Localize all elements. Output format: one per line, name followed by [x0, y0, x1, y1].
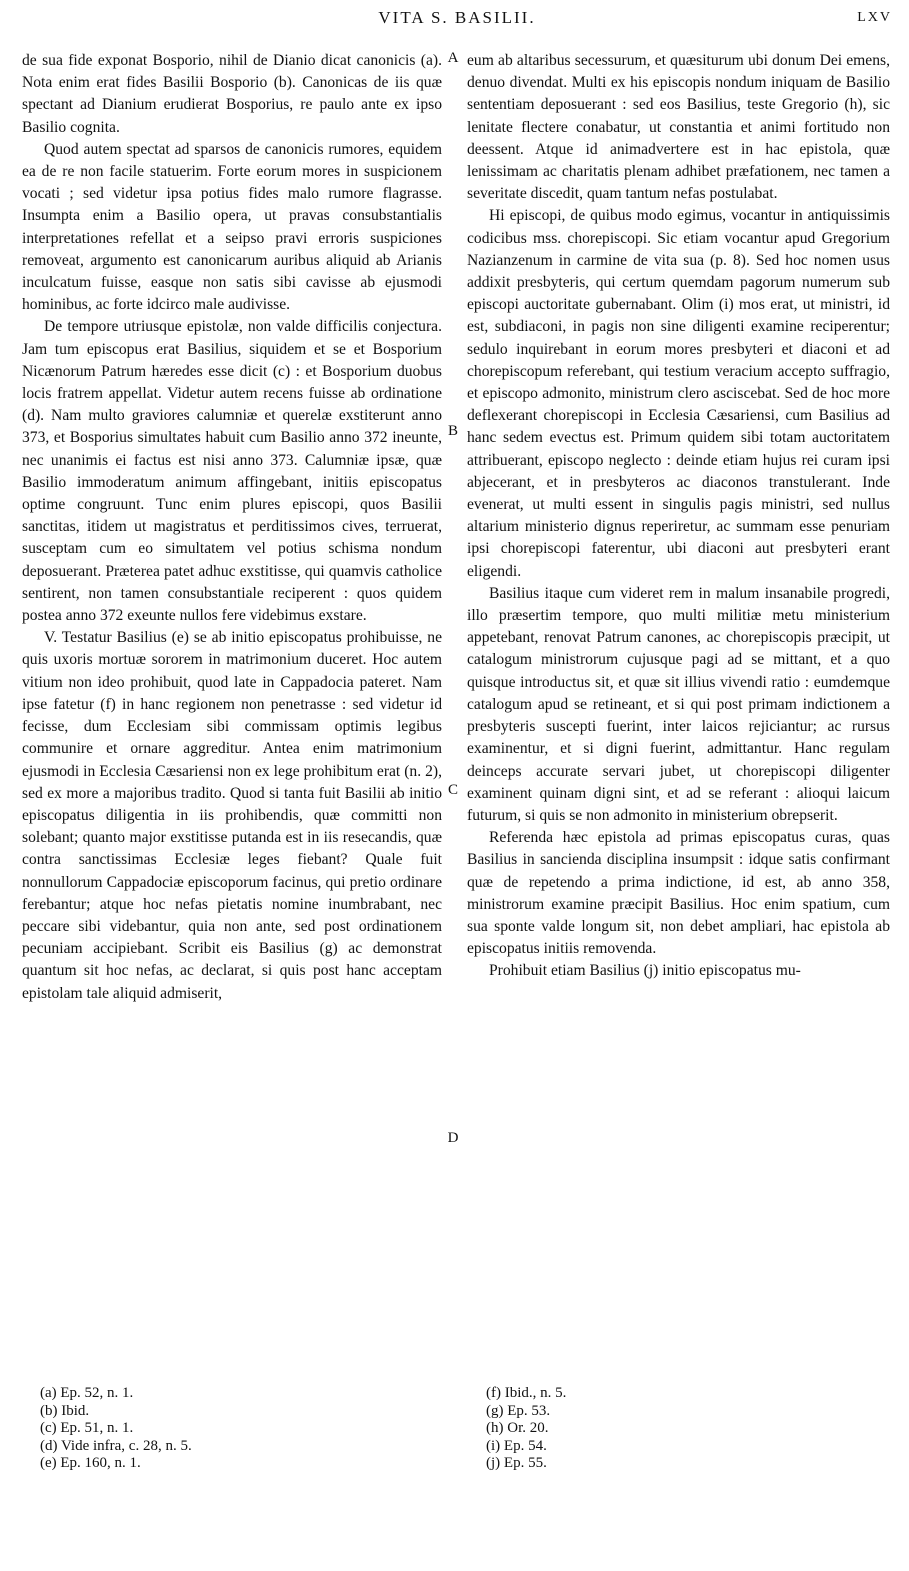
footnote: (d) Vide infra, c. 28, n. 5.: [40, 1437, 192, 1454]
margin-marker-b: B: [447, 423, 458, 439]
running-title: VITA S. BASILII.: [378, 8, 536, 27]
paragraph: Basilius itaque cum videret rem in malum insanabile progredi, illo præsertim tempore, quo multi militiæ metu ministerium appetebant, renovat Patrum canones, ac chorepiscopis præcipit, ut catalogum ministrorum cujusque pagi ad se mittant, et a quo quisque introductus sit, et quæ sit illius vivendi ratio : eumdemque catalogum apud se retineant, et si qui post primam indictionem a presbyteris suscepti fuerint, inter laicos rejiciantur; ac rursus examinentur, et si digni fuerint, admittantur. Hanc regulam deinceps accurate servari jubet, ut chorepiscopi diligenter examinent quinam digni sint, et ad se referant : alioqui laicum futurum, si quis se non admonito in ministerium obrepserit.: [467, 584, 890, 824]
footnote: (c) Ep. 51, n. 1.: [40, 1420, 134, 1437]
margin-marker-c: C: [447, 782, 458, 798]
footnote: (g) Ep. 53.: [486, 1402, 551, 1419]
paragraph: V. Testatur Basilius (e) se ab initio episcopatus prohibuisse, ne quis uxoris mortuæ sororem in matrimonium duceret. Hoc autem vitium non ideo prohibuit, quod late in Cappadocia pateret. Nam ipse fatetur (f) in hanc regionem non penetrasse : sed videtur id fecisse, dum Ecclesiam sibi commissam optimis legibus communire et ornare aggreditur. Antea enim matrimonium ejusmodi in Ecclesia Cæsariensi non ex lege prohibitum erat (n. 2), sed ex more a majoribus tradito. Quod si tanta fuit Basilii ab initio episcopatus diligentia in iis prohibendis, quæ committi non solebant; quanto major exstitisse putanda est in iis resecandis, quæ contra sanctissimas Ecclesiæ leges fiebant? Quale fuit nonnullorum Cappadociæ episcoporum facinus, qui pretio ordinare ferebantur; atque hoc nefas pietatis nomine inumbrabant, nec peccare sibi videbantur, quia non ante, sed post ordinationem pecuniam accipiebant. Scribit eis Basilius (g) ac demonstrat quantum sit hoc nefas, ac declarat, si quis post hanc acceptam epistolam tale aliquid admiserit,: [22, 629, 442, 1002]
footnote: (j) Ep. 55.: [486, 1455, 547, 1472]
footnotes-left: [40, 1385, 420, 1473]
paragraph: De tempore utriusque epistolæ, non valde difficilis conjectura. Jam tum episcopus erat Basilius, siquidem et se et Bosporium Nicænorum Patrum hæredes esse dicit (c) : et Bosporium duobus locis fratrem appellat. Videtur autem recens fuisse ab ordinatione (d). Nam multo graviores calumniæ et querelæ exstiterunt anno 373, et Bosporius simultates habuit cum Basilio anno 372 ineunte, nec unanimis ei factus est nisi anno 373. Calumniæ ipsæ, quæ Basilio immoderatum animum affingebant, initiis episcopatus optime congruunt. Tunc enim plures episcopi, quos Basilii sanctitas, itidem ut magistratus et perditissimos cives, terruerat, susceptam cum eo simultatem vel potius schisma nondum deposuerant. Præterea patet adhuc exstitisse, qui quamvis catholice sentirent, non tamen consubstantiale reciperent : quos quidem postea anno 372 exeunte nullos fere videbimus exstare.: [22, 318, 442, 625]
paragraph: eum ab altaribus secessurum, et quæsiturum ubi donum Dei emens, denuo divendat. Multi ex his episcopis nondum iniquam de Basilio sententiam deposuerant : sed eos Basilius, teste Gregorio (h), sic lenitate flectere conabatur, ut constantia et animi fortitudo non deessent. Atque id animadvertere est in hac epistola, quæ lenissimam ac charitatis plenam adhibet præfationem, nec tamen a severitate discedit, quam tantum nefas postulabat.: [467, 52, 890, 203]
paragraph: de sua fide exponat Bosporio, nihil de Dianio dicat canonicis (a). Nota enim erat fides Basilii Bosporio (b). Canonicas de iis quæ spectant ad Dianium erudierat Bosporius, re paulo ante ex ipso Basilio cognita.: [22, 52, 442, 136]
page-number: LXV: [857, 10, 892, 25]
right-column: [467, 50, 890, 983]
footnote: (i) Ep. 54.: [486, 1437, 547, 1454]
running-header: [22, 8, 892, 34]
paragraph: Prohibuit etiam Basilius (j) initio episcopatus mu-: [489, 962, 801, 980]
paragraph: Referenda hæc epistola ad primas episcopatus curas, quas Basilius in sancienda disciplina insumpsit : idque satis confirmant quæ de repetendo a prima indictione, id est, ab anno 358, ministrorum examine præcipit Basilius. Hoc enim spatium, cum sua sponte valde longum sit, non debet ampliari, hac epistola ab episcopatus initiis removenda.: [467, 829, 890, 958]
footnote: (h) Or. 20.: [486, 1420, 549, 1437]
margin-marker-a: A: [447, 50, 459, 66]
margin-marker-d: D: [447, 1130, 459, 1146]
footnote: (e) Ep. 160, n. 1.: [40, 1455, 141, 1472]
paragraph: Quod autem spectat ad sparsos de canonicis rumores, equidem ea de re non facile statuerim. Forte eorum mores in suspicionem vocati ; sed videtur ipsa potius fides malo rumore flagrasse. Insumpta enim a Basilio opera, ut pravas consubstantialis interpretationes refellat et a seipso pravi erroris suspiciones removeat, argumento est canonicarum auribus aliquid ab Arianis inculcatum fuisse, easque non satis sibi cavisse ab ejusmodi hominibus, ac forte idcirco male audivisse.: [22, 140, 442, 314]
paragraph: Hi episcopi, de quibus modo egimus, vocantur in antiquissimis codicibus mss. chorepiscopi. Sic etiam vocantur apud Gregorium Nazianzenum in carmine de vita sua (p. 8). Sed hoc nomen usus addixit presbyteris, qui certum quemdam pagorum numerum sub episcopi auctoritate gubernabant. Olim (i) mos erat, ut ministri, id est, subdiaconi, in pagis non sine diligenti examine reciperentur; sedulo inquirebant in eorum mores presbyteri et diaconi et ad chorepiscopum referebant, qui testium veracium accepto suffragio, et episcopo admonito, ministrum clero asciscebat. Sed de hoc more deflexerant chorepiscopi in Ecclesia Cæsariensi, cum Basilius ad hanc sedem evectus est. Primum quidem sibi totam auctoritatem attribuerant, episcopo neglecto : deinde etiam hujus rei curam ipsi abjecerant, et in presbyteros ac diaconos transtulerant. Inde evenerat, ut multi essent in singulis pagis ministri, sed nullus altarium ministerio dignus reperiretur, ac summam esse penuriam ipsi chorepiscopi faterentur, ubi diaconi aut presbyteri erant eligendi.: [467, 207, 890, 580]
footnote: (a) Ep. 52, n. 1.: [40, 1385, 134, 1401]
footnote: (f) Ibid., n. 5.: [486, 1385, 567, 1401]
footnote: (b) Ibid.: [40, 1402, 90, 1419]
footnotes-right: [486, 1385, 866, 1473]
left-column: [22, 50, 442, 1005]
